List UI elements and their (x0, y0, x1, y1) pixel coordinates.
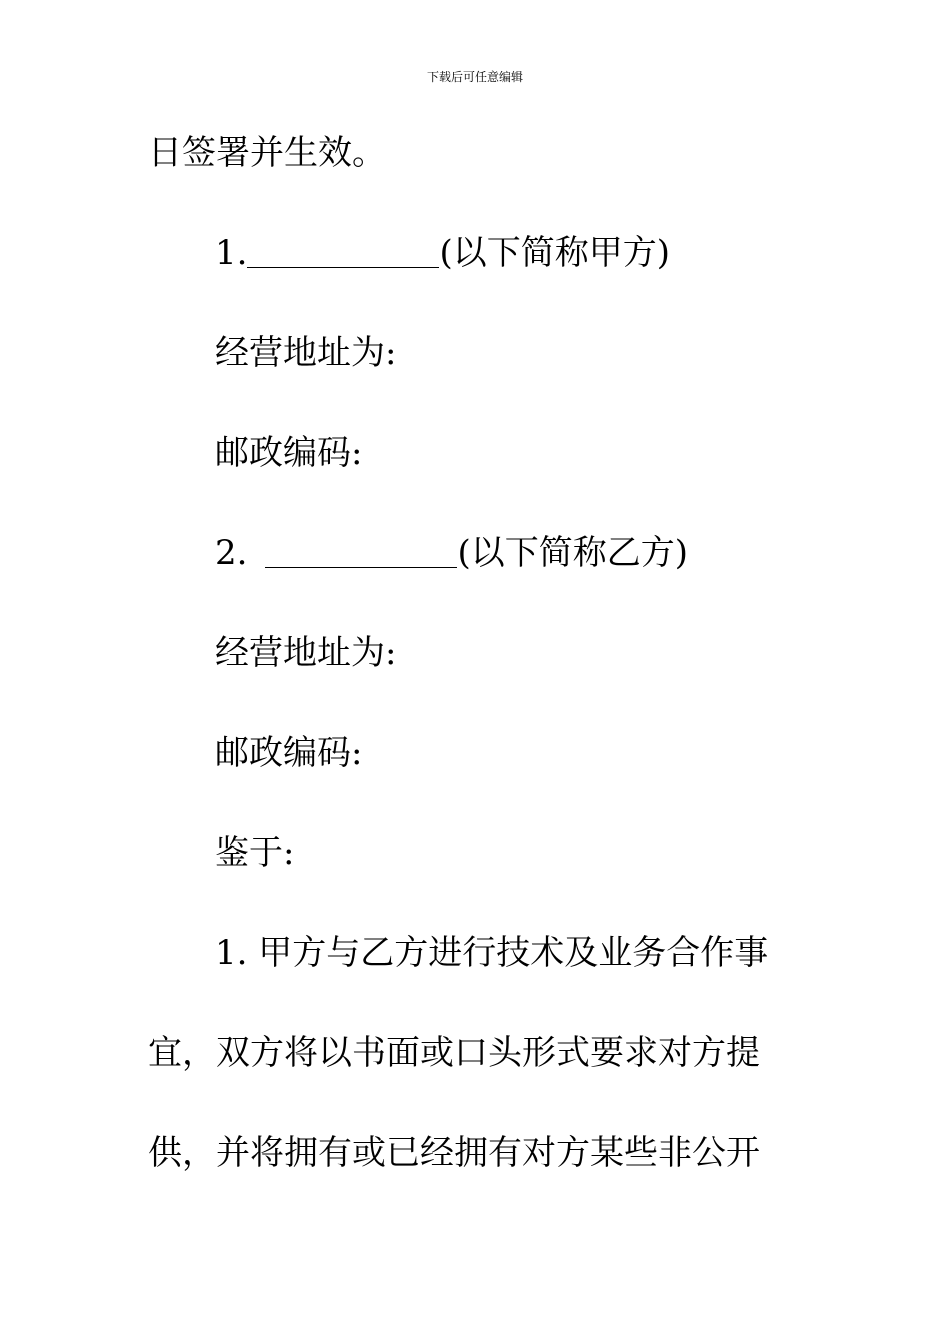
text-line-effective: 日签署并生效。 (148, 133, 386, 173)
party-a-postcode-label: 邮政编码: (215, 433, 363, 473)
party-b-postcode-label: 邮政编码: (215, 733, 363, 773)
clause-1-line-3: 供，并将拥有或已经拥有对方某些非公开 (148, 1133, 760, 1173)
party-b-address-label: 经营地址为: (215, 633, 397, 673)
party-b-label: (以下简称乙方) (457, 533, 688, 573)
clause-1-line-1: 1. 甲方与乙方进行技术及业务合作事 (215, 933, 769, 973)
party-a-name-blank (247, 233, 439, 268)
party-b-name-blank (265, 533, 457, 568)
whereas-heading: 鉴于: (215, 833, 295, 873)
party-a-number: 1. (215, 233, 248, 273)
party-a-line (215, 233, 670, 273)
party-a-address-label: 经营地址为: (215, 333, 397, 373)
party-b-number: 2. (215, 533, 248, 573)
party-a-label: (以下简称甲方) (439, 233, 670, 273)
page-header: 下载后可任意编辑 (426, 70, 523, 84)
party-b-line (215, 533, 688, 573)
clause-1-line-2: 宜，双方将以书面或口头形式要求对方提 (148, 1033, 760, 1073)
